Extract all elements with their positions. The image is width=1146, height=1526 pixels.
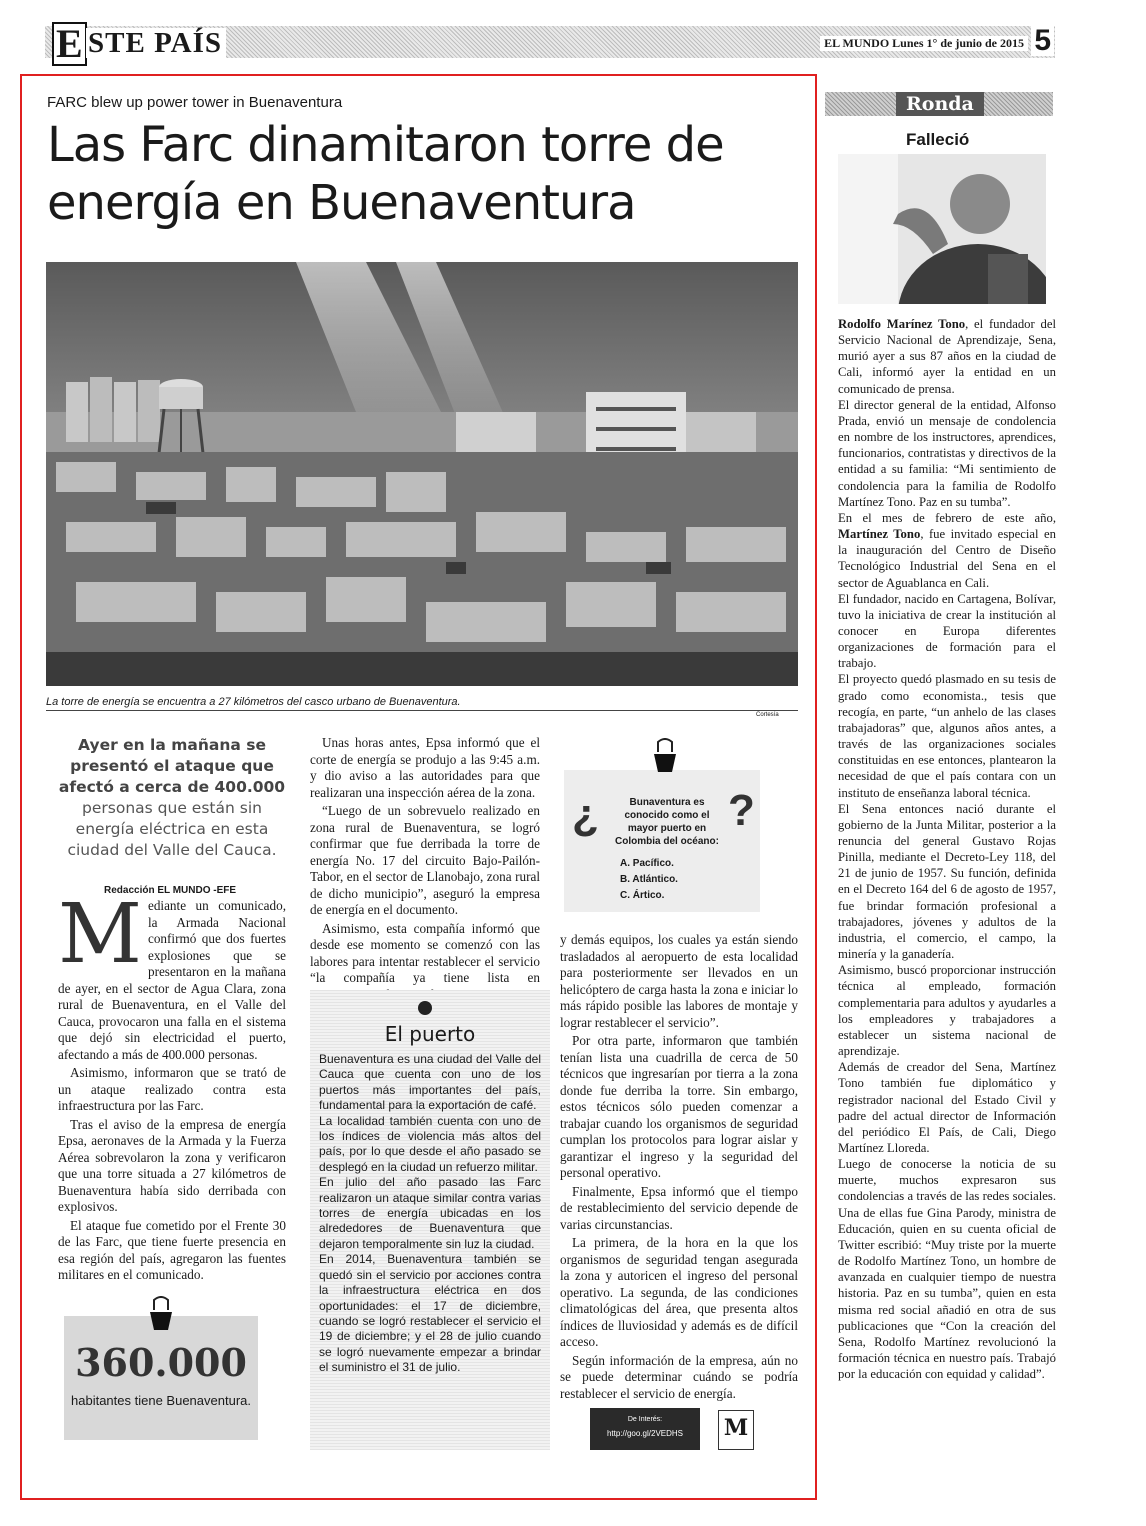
interest-label: De Interés: [627,1416,663,1423]
paragraph: Asimismo, informaron que se trató de un ataque realizado contra esta infraestructura por las Farc. [58,1065,286,1113]
stat-number: 360.000 [75,1340,247,1385]
paragraph: Buenaventura es una ciudad del Valle del Cauca que cuenta con uno de los puertos más importantes del país, fundamental para la exportación de café. [319,1052,541,1113]
obituary-text [838,316,1056,1382]
article-column-2 [310,735,540,1005]
paragraph: y demás equipos, los cuales ya están siendo trasladados al aeropuerto de esta localidad para posteriormente ser llevados en un helicóptero de carga hasta la zona e iniciar lo más rápido posible las labores de montaje y lograr restablecer el servicio”. [560,932,798,1030]
paragraph: En julio del año pasado las Farc realizaron un ataque similar contra varias torres de energía ubicadas en los alrededores de Buenaventura que dejaron temporalmente sin luz la ciudad. [319,1175,541,1251]
interest-link[interactable]: http://goo.gl/2VEDHS [606,1429,684,1438]
byline: Redacción EL MUNDO -EFE [104,885,237,896]
photo-caption: La torre de energía se encuentra a 27 kilómetros del casco urbano de Buenaventura. [46,696,461,708]
paragraph: Rodolfo Marínez Tono, el fundador del Servicio Nacional de Aprendizaje, Sena, murió ayer a sus 87 años en la ciudad de Cali, informó ayer la entidad en un comunicado de prensa. [838,317,1056,396]
paragraph: “Luego de un sobrevuelo realizado en zona rural de Buenaventura, se logró confirmar que fue derribada la torre de energía No. 17 del circuito Bajo-Pailón-Tabor, en el sector de Llanobajo, zona rural de dicho municipio”, aseguró la empresa de energía en el documento. [310,803,540,917]
paragraph: El director general de la entidad, Alfonso Prada, envió un mensaje de condolencia en nombre de los instructores, aprendices, funcionarios, contratistas y directivos de la entidad a su familia: “Mi sentimiento de condolencia para la familia de Rodolfo Martínez Tono. Paz en su tumba”. [838,397,1056,509]
m-logo-icon: M [718,1410,754,1450]
paragraph: ediante un comunicado, la Armada Nacional confirmó que dos fuertes explosiones que se presentaron en la mañana de ayer, en el sector de Agua Clara, zona rural de Buenaventura, en el Valle del Cauca, provocaron una falla en el sistema que dejó sin electricidad el puerto, afectando a más de 400.000 personas. [58,898,286,1062]
quiz-option: A. Pacífico. [620,858,674,869]
interest-box [590,1408,700,1450]
paragraph: El Sena entonces nació durante el gobierno de la Junta Militar, posterior a la renuncia del general Gustavo Rojas Pinilla, mediante el Decreto-Ley 118, del 21 de junio de 1957. Su función, definida en el Decreto 164 del 6 de agosto de 1957, fue brindar formación profesional a trabajadores, jóvenes y adultos de la industria, el comercio, el campo, la minería y la ganadería. [838,801,1056,962]
caption-rule [46,710,798,711]
binder-clip-icon [652,738,678,772]
paragraph: Finalmente, Epsa informó que el tiempo de restablecimiento del servicio depende de varias circunstancias. [560,1183,798,1232]
paragraph: El proyecto quedó plasmado en su tesis de grado como economista., tesis que recogía, en parte, “un anhelo de las clases trabajadoras” que, algunos años antes, a través de las organizaciones sociales constituidas en ese entonces, plantearon la necesidad de que el país contara con un instituto de enseñanza laboral técnica. [838,672,1056,800]
paragraph: El fundador, nacido en Cartagena, Bolívar, tuvo la iniciativa de crear la institución al conocer en Europa diferentes organizaciones de formación para el trabajo. [838,591,1056,671]
paragraph: La primera, de la hora en la que los organismos de seguridad tengan asegurada la zona y autoricen el ingreso del personal operativo. La segunda, de las condiciones climatológicas del área, que presenta altos índices de lluviosidad y además es de difícil acceso. [560,1235,798,1349]
sidebar-title: Falleció [906,130,970,149]
paragraph: La localidad también cuenta con uno de los índices de violencia más altos del país, por lo que desde el año pasado se desplegó en la ciudad un refuerzo militar. [319,1113,541,1174]
binder-clip-icon [148,1296,174,1330]
article-headline: Las Farc dinamitaron torre de energía en Buenaventura [47,117,724,231]
lead-rest: personas que están sin energía eléctrica en esta ciudad del Valle del Cauca. [67,799,277,859]
section-name: STE PAÍS [86,28,226,58]
paragraph: El ataque fue cometido por el Frente 30 de las Farc, que tiene fuerte presencia en esa región del país, agregaron las fuentes militares en el comunicado. [58,1217,286,1282]
page-number: 5 [1031,26,1054,56]
question-mark-icon: ¿ [572,790,599,839]
paragraph: Por otra parte, informaron que también tenían lista una cuadrilla de cerca de 50 técnicos que ingresarían por tierra a la zona donde fue derriba la torre. Sin embargo, estos técnicos sólo pueden comenzar a trabajar cuando los organismos de seguridad cumplan los protocolos para lograr aislar y garantizar el ingreso y la seguridad del personal operativo. [560,1033,798,1180]
article-column-3 [560,932,798,1404]
portrait-photo [838,154,1046,304]
paragraph: Asimismo, esta compañía informó que desde ese momento se comenzó con las labores para intentar restablecer el servicio “la compañía ya tiene lista en [310,920,540,985]
question-mark-icon: ? [728,786,755,835]
lead-highlight: Ayer en la mañana se presentó el ataque que afectó a cerca de 400.000 [58,736,286,796]
ball-icon [417,1000,433,1016]
paragraph: Tras el aviso de la empresa de energía Epsa, aeronaves de la Armada y la Fuerza Aérea sobrevolaron la zona y verificaron que una torre situada a 27 kilómetros de Buenaventura había sido derribada con explosivos. [58,1116,286,1214]
paragraph: Luego de conocerse la noticia de su muerte, muchos expresaron sus condolencias a través de las redes sociales. Una de ellas fue Gina Parody, ministra de Educación, quien en su cuenta oficial de Twitter escribió: “Muy triste por la muerte de Rodolfo Martínez Tono, un hombre de avanzada en cualquier tiempo de nuestra historia. Paz en su tumba”, quien en esta misma red social añadió en otra de sus publicaciones que “Con la creación del Sena, Rodolfo Martínez revolucionó la formación técnica en nuestro país. Trabajó por la educación con equidad y calidad”. [838,1157,1056,1382]
quiz-option: B. Atlántico. [620,874,678,885]
paragraph: Según información de la empresa, aún no se puede determinar cuándo se podría restablecer el servicio de energía. [560,1352,798,1401]
paragraph: En 2014, Buenaventura también se quedó sin el servicio por acciones contra la infraestructura eléctrica en dos oportunidades: el 17 de diciembre, cuando se logró restablecer el servicio el 19 de diciembre; y el 28 de julio cuando se logró nuevamente empezar a brindar el suministro el 31 de julio. [319,1252,541,1375]
puerto-title: El puerto [384,1022,476,1046]
city-photo [46,262,798,686]
sidebar-section: Ronda [896,92,984,116]
article-lead [58,735,286,861]
paper-date: EL MUNDO Lunes 1° de junio de 2015 [820,36,1028,51]
puerto-text [319,1052,541,1376]
stat-text: habitantes tiene Buenaventura. [71,1393,251,1408]
paragraph: Asimismo, buscó proporcionar instrucción técnica al empleado, formación complementaria para adultos y ayudarles a los empleadores y trabajadores a establecer un sistema nacional de aprendizaje. [838,963,1056,1059]
drop-cap: M [58,887,142,982]
paragraph: En el mes de febrero de este año, Martínez Tono, fue invitado especial en la inauguración del Centro de Diseño Tecnológico Industrial del Sena en el sector de Aguablanca en Cali. [838,510,1056,590]
photo-credit: Cortesía [756,712,779,718]
paragraph: Además de creador del Sena, Martínez Tono también fue diplomático y registrador nacional del Estado Civil y padre del actual director de Información del periódico El País, de Cali, Diego Martínez Lloreda. [838,1060,1056,1155]
quiz-question: Bunaventura es conocido como el mayor puerto en Colombia del océano: [615,797,719,847]
section-initial: E [52,22,87,66]
paragraph: Unas horas antes, Epsa informó que el corte de energía se produjo a las 9:45 a.m. y dio aviso a las autoridades para que realizaran una inspección aérea de la zona. [310,735,540,800]
quiz-option: C. Ártico. [620,890,665,901]
article-kicker: FARC blew up power tower in Buenaventura [47,94,343,111]
